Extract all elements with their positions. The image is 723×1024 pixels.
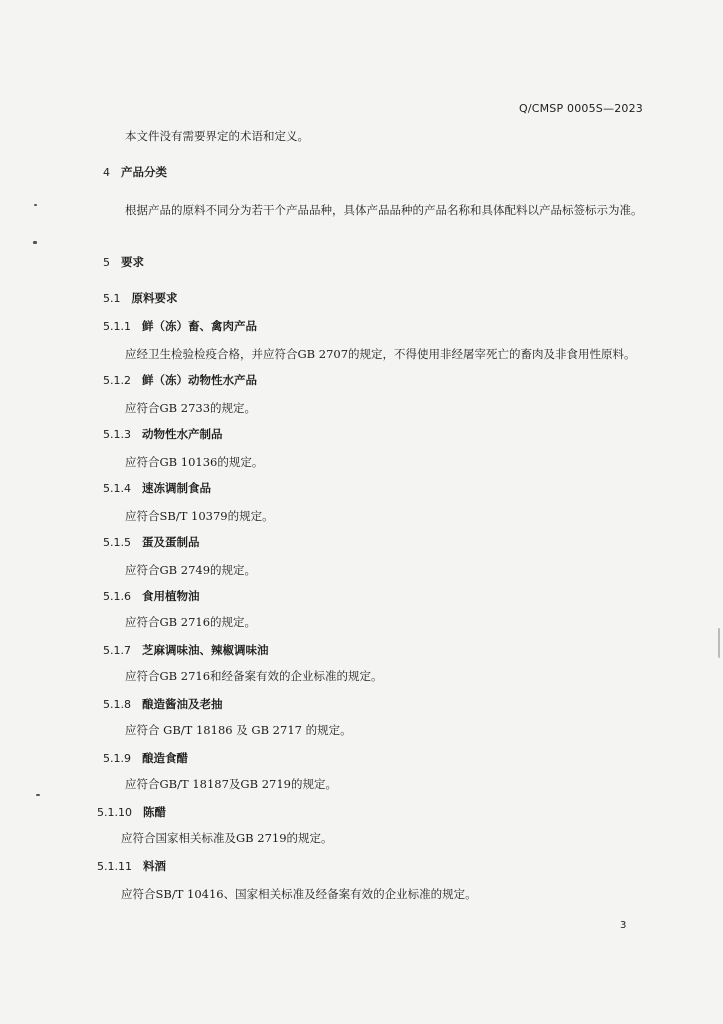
section-title: 原料要求: [131, 291, 178, 305]
clause-number: 5.1.8: [103, 698, 131, 711]
clause-text: 应符合SB/T 10416、国家相关标准及经备案有效的企业标准的规定。: [121, 887, 477, 901]
scan-edge-mark: [718, 628, 720, 658]
scan-speck: [34, 204, 37, 206]
clause-title: 芝麻调味油、辣椒调味油: [142, 643, 269, 657]
clause-heading: [103, 642, 269, 658]
clause-text: 应符合SB/T 10379的规定。: [125, 509, 274, 523]
clause-title: 鲜（冻）动物性水产品: [142, 373, 257, 387]
section-4-heading: [103, 164, 167, 180]
clause-heading: [103, 696, 223, 712]
section-number: 4: [103, 166, 110, 179]
clause-text: 应符合GB/T 18187及GB 2719的规定。: [125, 777, 337, 791]
clause-title: 陈醋: [143, 805, 166, 819]
section-number: 5: [103, 256, 110, 269]
clause-text: 应符合国家相关标准及GB 2719的规定。: [121, 831, 333, 845]
scan-speck: [36, 794, 40, 796]
clause-heading: [97, 804, 166, 820]
clause-heading: [103, 750, 188, 766]
clause-text: 应符合GB 10136的规定。: [125, 455, 264, 469]
clause-text: 应符合 GB/T 18186 及 GB 2717 的规定。: [125, 723, 352, 737]
page-number: 3: [620, 920, 627, 931]
section-5-heading: [103, 254, 144, 270]
section-title: 要求: [121, 255, 144, 269]
clause-number: 5.1.2: [103, 374, 131, 387]
clause-text: 应符合GB 2716和经备案有效的企业标准的规定。: [125, 669, 383, 683]
section-title: 产品分类: [121, 165, 167, 179]
section-5-1-heading: [103, 290, 178, 306]
clause-number: 5.1.7: [103, 644, 131, 657]
clause-text: 应符合GB 2733的规定。: [125, 401, 257, 415]
clause-text: 应经卫生检验检疫合格，并应符合GB 2707的规定，不得使用非经屠宰死亡的畜肉及非食用性原料。: [125, 347, 636, 361]
clause-title: 速冻调制食品: [142, 481, 211, 495]
clause-number: 5.1.3: [103, 428, 131, 441]
clause-title: 鲜（冻）畜、禽肉产品: [142, 319, 257, 333]
clause-title: 酿造食醋: [142, 751, 188, 765]
clause-number: 5.1.9: [103, 752, 131, 765]
clause-heading: [103, 480, 211, 496]
section-number: 5.1: [103, 292, 121, 305]
document-code: Q/CMSP 0005S—2023: [518, 102, 643, 115]
clause-number: 5.1.10: [97, 806, 132, 819]
clause-heading: [103, 588, 200, 604]
clause-text: 应符合GB 2716的规定。: [125, 615, 257, 629]
scan-speck: [33, 241, 37, 244]
section-4-text: 根据产品的原料不同分为若干个产品品种，具体产品品种的产品名称和具体配料以产品标签标示为准。: [125, 203, 643, 217]
clause-number: 5.1.5: [103, 536, 131, 549]
clause-title: 食用植物油: [142, 589, 200, 603]
clause-number: 5.1.6: [103, 590, 131, 603]
clause-number: 5.1.1: [103, 320, 131, 333]
clause-number: 5.1.11: [97, 860, 132, 873]
clause-title: 料酒: [143, 859, 166, 873]
clause-heading: [103, 426, 223, 442]
clause-title: 蛋及蛋制品: [142, 535, 200, 549]
clause-heading: [97, 858, 166, 874]
clause-heading: [103, 534, 200, 550]
clause-title: 动物性水产制品: [142, 427, 223, 441]
clause-heading: [103, 372, 257, 388]
intro-text: 本文件没有需要界定的术语和定义。: [125, 129, 309, 143]
clause-title: 酿造酱油及老抽: [142, 697, 223, 711]
clause-number: 5.1.4: [103, 482, 131, 495]
clause-heading: [103, 318, 257, 334]
clause-text: 应符合GB 2749的规定。: [125, 563, 257, 577]
